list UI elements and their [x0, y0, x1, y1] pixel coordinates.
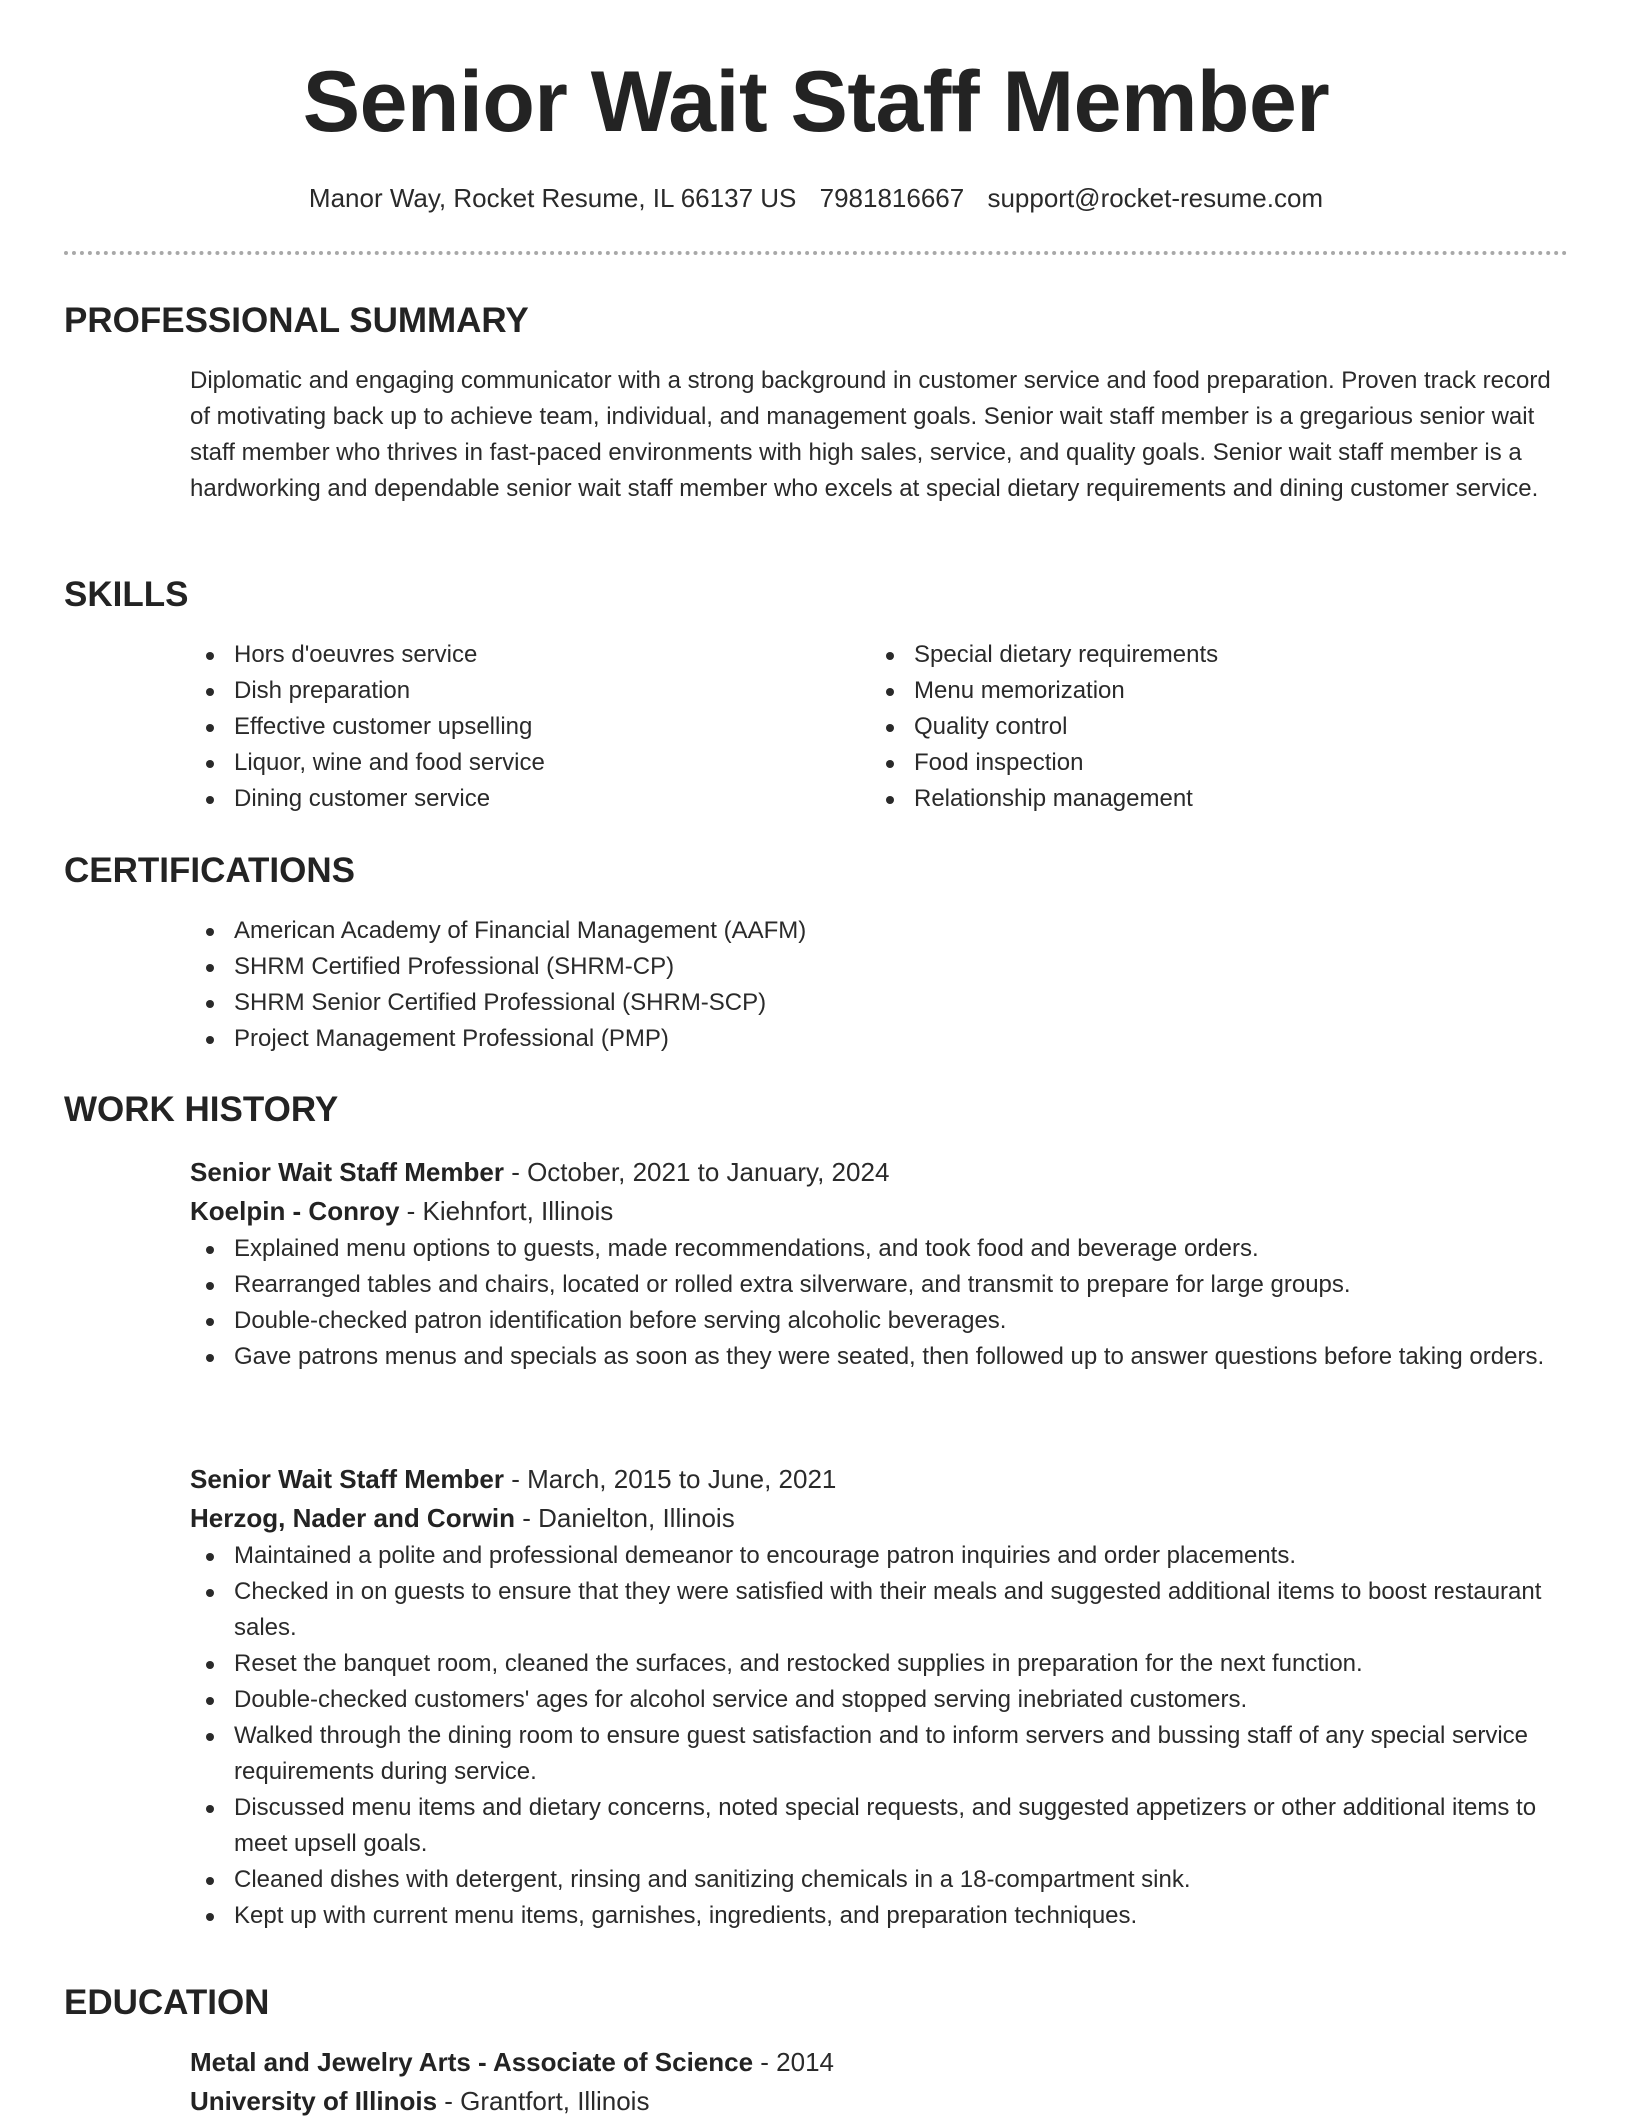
- job-duty: Cleaned dishes with detergent, rinsing and sanitizing chemicals in a 18-compartment sink.: [190, 1862, 1568, 1898]
- work-history-title: WORK HISTORY: [64, 1090, 339, 1129]
- skills-list-right: [870, 637, 1550, 817]
- job-duties-list: [190, 1538, 1568, 1934]
- skill-item: Menu memorization: [870, 673, 1550, 709]
- education-degree-line: [190, 2043, 1568, 2082]
- job-entry: [64, 1460, 1568, 1934]
- job-title-line: [190, 1153, 1568, 1192]
- contact-line: [0, 180, 1632, 216]
- certification-item: SHRM Senior Certified Professional (SHRM-SCP): [190, 985, 1568, 1021]
- skill-item: Dining customer service: [190, 781, 870, 817]
- summary-title: PROFESSIONAL SUMMARY: [64, 301, 529, 340]
- work-history-section: [64, 1088, 1568, 1132]
- certifications-list: [190, 913, 1568, 1057]
- job-duties-list: [190, 1231, 1568, 1375]
- certifications-title: CERTIFICATIONS: [64, 851, 356, 890]
- job-block: [190, 1153, 1568, 1375]
- education-school: University of Illinois: [190, 2086, 438, 2116]
- skill-item: Food inspection: [870, 745, 1550, 781]
- contact-address: Manor Way, Rocket Resume, IL 66137 US: [308, 183, 797, 213]
- job-company-line: [190, 1499, 1568, 1538]
- job-block: [190, 1460, 1568, 1934]
- skills-columns: [190, 637, 1568, 817]
- education-title: EDUCATION: [64, 1983, 270, 2022]
- job-duty: Kept up with current menu items, garnishes, ingredients, and preparation techniques.: [190, 1898, 1568, 1934]
- job-dates: - October, 2021 to January, 2024: [503, 1157, 890, 1187]
- contact-phone: 7981816667: [819, 183, 965, 213]
- job-duty: Walked through the dining room to ensure guest satisfaction and to inform servers and bussing staff of any special service requirements during service.: [190, 1718, 1568, 1790]
- job-company-line: [190, 1192, 1568, 1231]
- education-year: - 2014: [753, 2047, 835, 2077]
- education-school-line: [190, 2082, 1568, 2121]
- skills-section: [64, 573, 1568, 817]
- job-duty: Rearranged tables and chairs, located or rolled extra silverware, and transmit to prepare for large groups.: [190, 1267, 1568, 1303]
- certification-item: Project Management Professional (PMP): [190, 1021, 1568, 1057]
- job-duty: Double-checked patron identification before serving alcoholic beverages.: [190, 1303, 1568, 1339]
- education-degree: Metal and Jewelry Arts - Associate of Science: [190, 2047, 754, 2077]
- header-divider: [64, 251, 1568, 255]
- education-block: [190, 2043, 1568, 2121]
- skills-list-left: [190, 637, 870, 817]
- job-dates: - March, 2015 to June, 2021: [503, 1464, 837, 1494]
- skill-item: Quality control: [870, 709, 1550, 745]
- summary-section: [64, 299, 1568, 507]
- job-location: - Kiehnfort, Illinois: [399, 1196, 614, 1226]
- skill-item: Relationship management: [870, 781, 1550, 817]
- job-title-line: [190, 1460, 1568, 1499]
- job-location: - Danielton, Illinois: [515, 1503, 735, 1533]
- skill-item: Liquor, wine and food service: [190, 745, 870, 781]
- job-duty: Discussed menu items and dietary concerns, noted special requests, and suggested appetizers or other additional items to meet upsell goals.: [190, 1790, 1568, 1862]
- job-company: Herzog, Nader and Corwin: [190, 1503, 516, 1533]
- job-entry: [64, 1153, 1568, 1375]
- skill-item: Special dietary requirements: [870, 637, 1550, 673]
- job-role: Senior Wait Staff Member: [190, 1464, 504, 1494]
- job-duty: Gave patrons menus and specials as soon as they were seated, then followed up to answer questions before taking orders.: [190, 1339, 1568, 1375]
- certifications-block: [190, 913, 1568, 1057]
- summary-text: Diplomatic and engaging communicator with a strong background in customer service and food preparation. Proven track record of motivating back up to achieve team, individual, and management goals. Senior wait staff member is a gregarious senior wait staff member who thrives in fast-paced environments with high sales, service, and quality goals. Senior wait staff member is a hardworking and dependable senior wait staff member who excels at special dietary requirements and dining customer service.: [190, 367, 1551, 502]
- contact-email: support@rocket-resume.com: [987, 183, 1324, 213]
- candidate-name: Senior Wait Staff Member: [302, 54, 1330, 150]
- certification-item: American Academy of Financial Management (AAFM): [190, 913, 1568, 949]
- job-duty: Reset the banquet room, cleaned the surfaces, and restocked supplies in preparation for the next function.: [190, 1646, 1568, 1682]
- certifications-section: [64, 849, 1568, 1057]
- job-role: Senior Wait Staff Member: [190, 1157, 504, 1187]
- skill-item: Effective customer upselling: [190, 709, 870, 745]
- job-company: Koelpin - Conroy: [190, 1196, 400, 1226]
- education-location: - Grantfort, Illinois: [437, 2086, 650, 2116]
- skills-title: SKILLS: [64, 575, 189, 614]
- job-duty: Maintained a polite and professional demeanor to encourage patron inquiries and order placements.: [190, 1538, 1568, 1574]
- job-duty: Checked in on guests to ensure that they were satisfied with their meals and suggested additional items to boost restaurant sales.: [190, 1574, 1568, 1646]
- skill-item: Hors d'oeuvres service: [190, 637, 870, 673]
- job-duty: Double-checked customers' ages for alcohol service and stopped serving inebriated customers.: [190, 1682, 1568, 1718]
- certification-item: SHRM Certified Professional (SHRM-CP): [190, 949, 1568, 985]
- skill-item: Dish preparation: [190, 673, 870, 709]
- education-section: [64, 1981, 1568, 2121]
- job-duty: Explained menu options to guests, made recommendations, and took food and beverage orders.: [190, 1231, 1568, 1267]
